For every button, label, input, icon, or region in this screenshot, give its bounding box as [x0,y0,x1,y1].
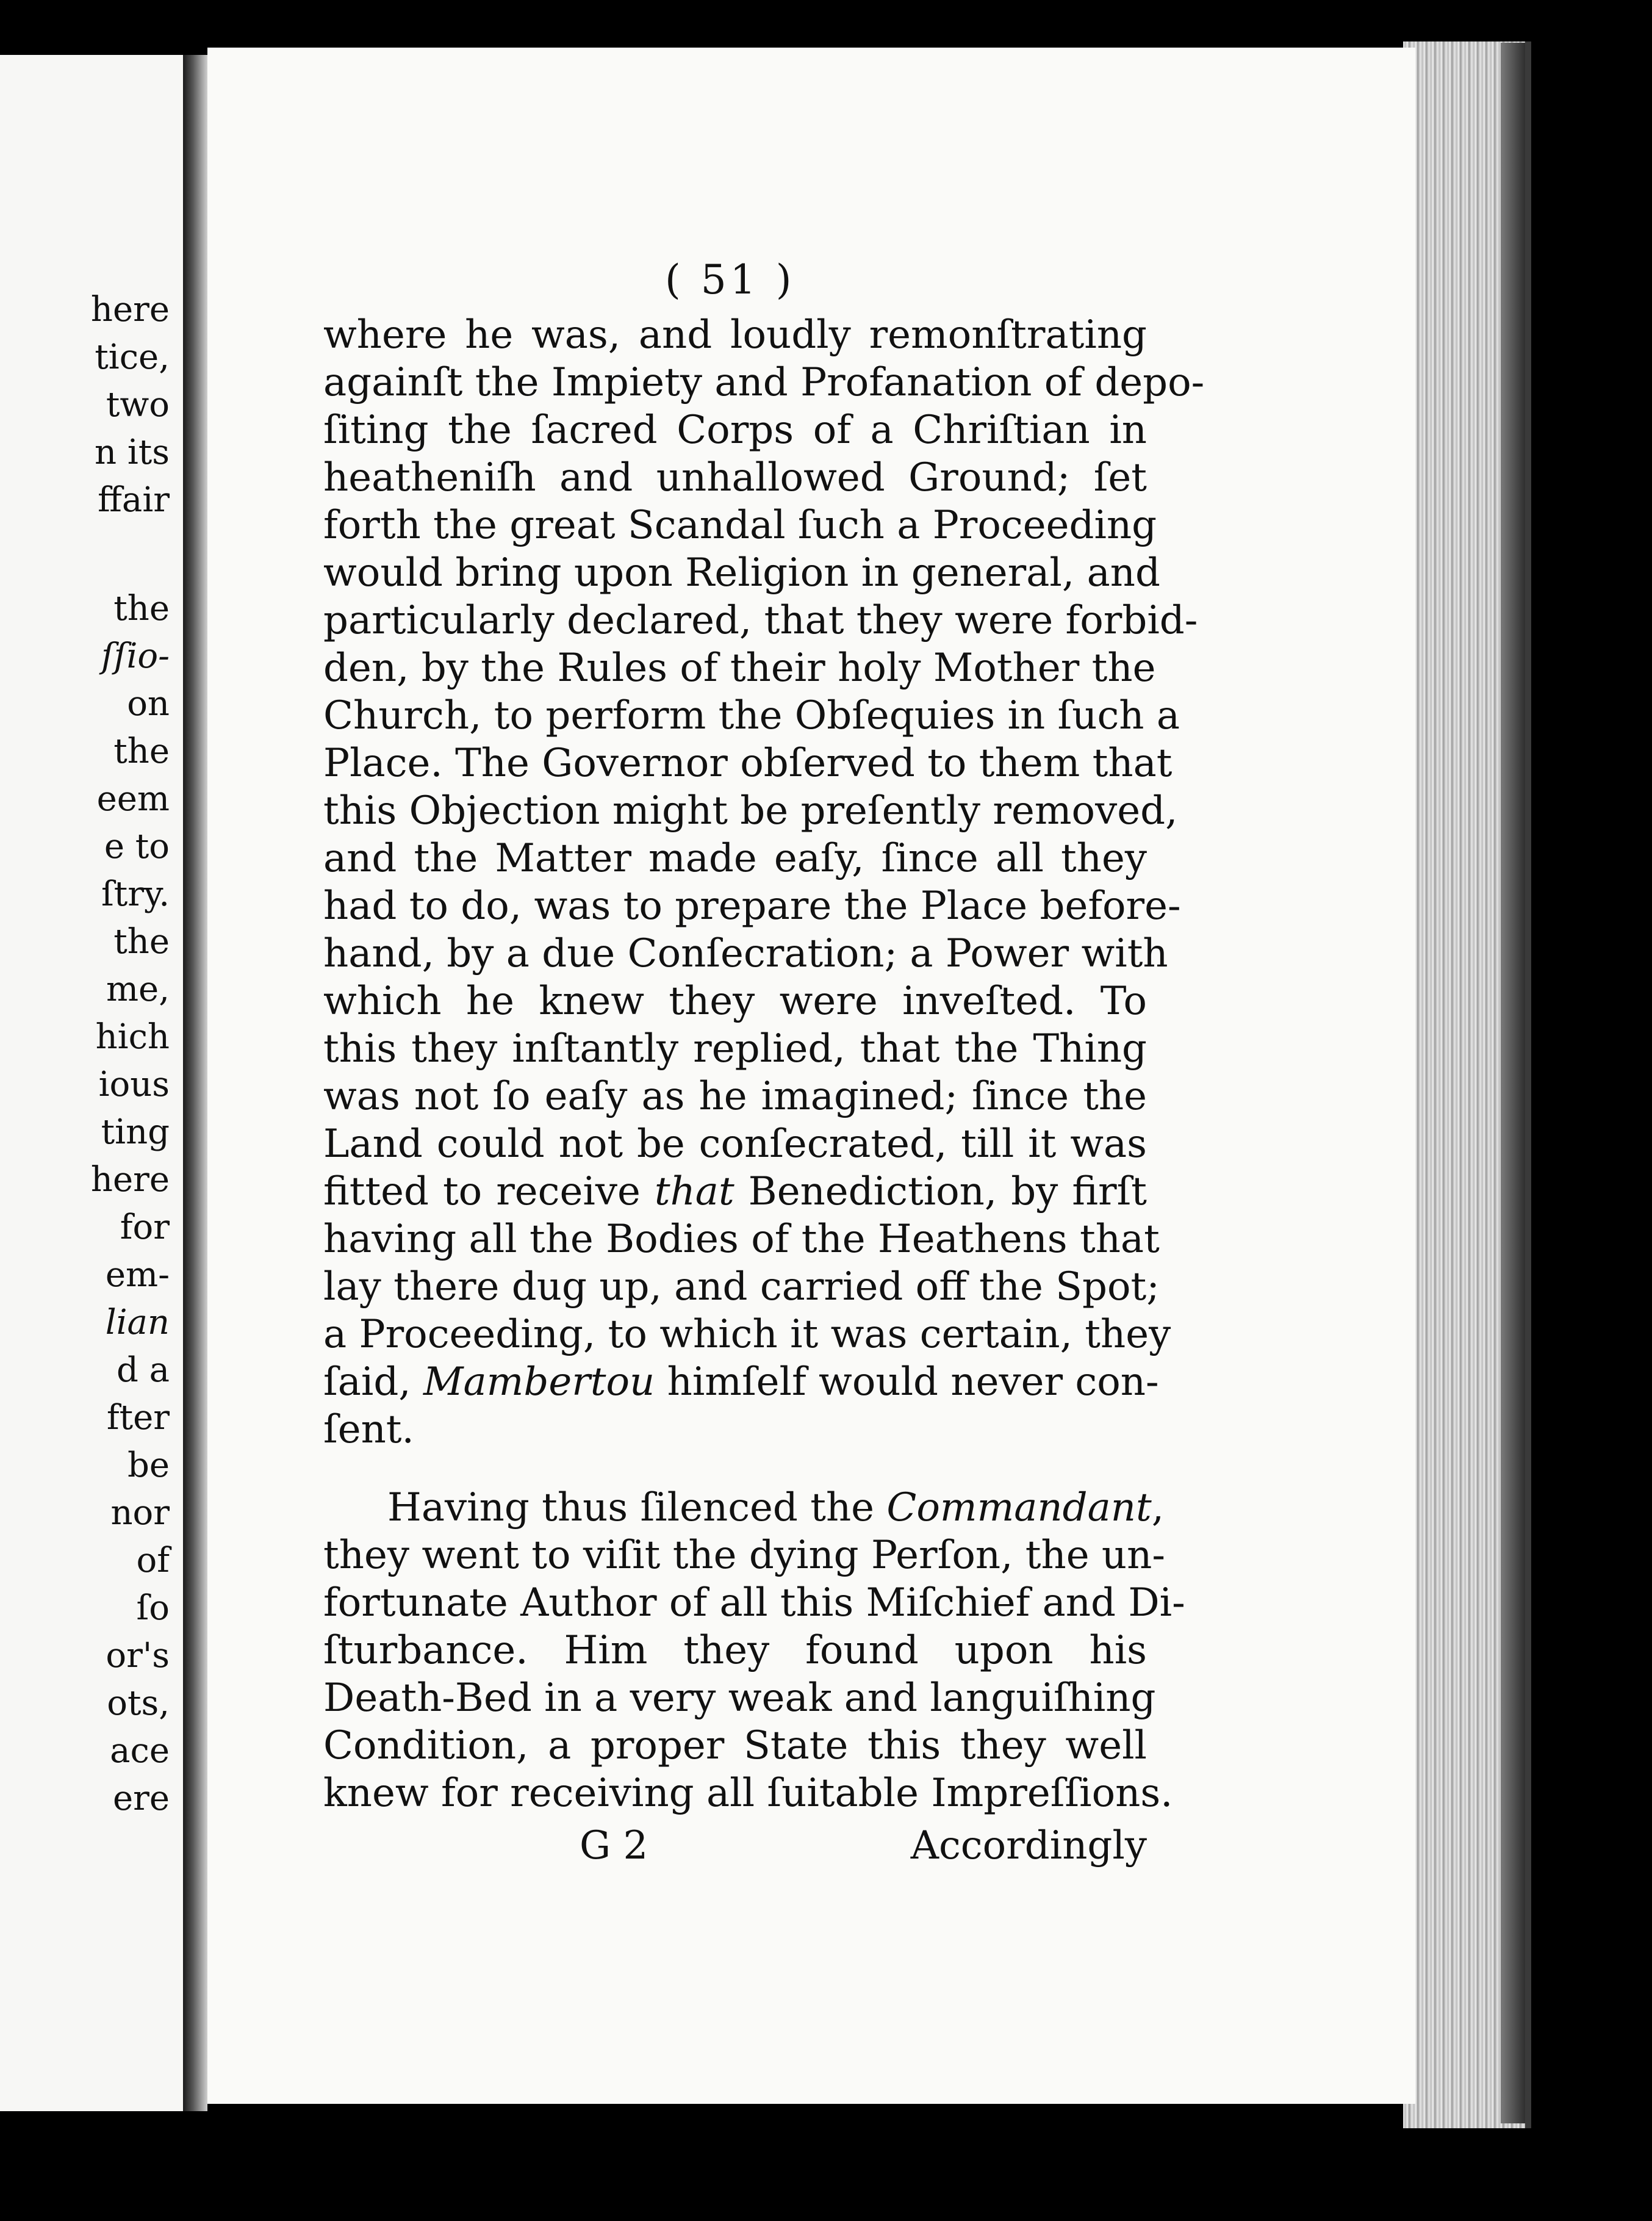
facing-page-fragment: em- [105,1255,170,1295]
facing-page-fragment: me, [106,970,170,1009]
paragraph-gap [323,1453,1147,1484]
text-line: a Proceeding, to which it was certain, they [323,1312,1171,1357]
text-run: himſelf would never con- [655,1359,1159,1405]
facing-page-fragment: ace [110,1731,170,1771]
text-line: Place. The Governor obſerved to them that [323,741,1173,786]
text-line: ſturbance. Him they found upon his [323,1628,1147,1673]
text-run: , [1151,1485,1165,1530]
text-line [323,1358,1159,1406]
text-line: Condition, a proper State this they well [323,1723,1147,1768]
facing-page-fragment: two [106,385,170,425]
text-line: which he knew they were inveſted. To [323,979,1147,1024]
facing-page-fragment: ffair [98,480,170,520]
text-line [323,1484,1165,1532]
text-line: having all the Bodies of the Heathens that [323,1217,1160,1262]
text-line: fortunate Author of all this Miſchief and Di- [323,1580,1185,1625]
text-run: ſaid, [323,1359,423,1405]
facing-page-fragment: the [113,922,170,962]
text-line: heatheniſh and unhallowed Ground; ſet [323,455,1147,500]
text-line: was not ſo eaſy as he imagined; ſince the [323,1074,1147,1119]
paragraph-1 [323,311,1205,1453]
text-line: this they inſtantly replied, that the Thing [323,1026,1147,1071]
facing-page-fragment: the [113,589,170,628]
text-line: knew for receiving all ſuitable Impreſſions. [323,1771,1173,1816]
text-run: Benediction, by firſt [734,1169,1147,1214]
text-line: Church, to perform the Obſequies in ſuch a [323,693,1180,738]
facing-page-fragment: hich [95,1017,170,1057]
facing-page-fragment: n its [94,433,170,472]
text-line: Land could not be conſecrated, till it was [323,1121,1147,1167]
text-line: den, by the Rules of their holy Mother the [323,646,1156,691]
text-line: where he was, and loudly remonſtrating [323,312,1147,358]
facing-page-fragment: d a [116,1350,170,1390]
text-line: would bring upon Religion in general, and [323,550,1160,596]
facing-page-fragment: ots, [107,1683,170,1723]
facing-page-fragment: ere [112,1779,170,1818]
italic-text-run: Mambertou [423,1359,655,1405]
italic-text-run: that [654,1169,734,1214]
facing-page [0,55,187,2111]
text-line: they went to viſit the dying Perſon, the un- [323,1533,1165,1578]
facing-page-fragment: fter [106,1398,170,1438]
catchword: Accordingly [910,1823,1147,1868]
text-line: againſt the Impiety and Profanation of depo- [323,360,1205,405]
text-run: Having thus ſilenced the [387,1485,887,1530]
book-gutter [183,55,207,2111]
text-line: Death-Bed in a very weak and languiſhing [323,1676,1156,1721]
text-run: fitted to receive [323,1169,655,1214]
text-line: this Objection might be preſently removed, [323,788,1178,833]
text-line [323,1168,1147,1215]
text-line: forth the great Scandal ſuch a Proceeding [323,503,1157,548]
facing-page-fragment: e to [104,827,170,866]
signature-mark: G 2 [580,1823,648,1868]
facing-page-fragment: eem [96,779,170,819]
page-number: ( 51 ) [665,256,795,303]
italic-text-run: Commandant [886,1485,1152,1530]
facing-page-fragment: tice, [95,337,170,377]
facing-page-fragment: for [120,1208,170,1247]
facing-page-fragment: here [90,290,170,329]
facing-page-fragment: here [90,1160,170,1200]
facing-page-fragment: on [127,684,170,724]
footer-line [323,1822,1147,1870]
facing-page-fragment: the [113,732,170,771]
text-line: lay there dug up, and carried off the Spot; [323,1264,1160,1309]
facing-page-fragment: ſſio- [101,636,170,676]
facing-page-fragment: ſo [136,1588,170,1628]
facing-page-fragment: ious [98,1065,170,1104]
text-line: hand, by a due Conſecration; a Power with [323,931,1168,976]
facing-page-fragment: nor [110,1493,170,1533]
text-line: ſiting the ſacred Corps of a Chriſtian in [323,408,1147,453]
facing-page-fragment: of [136,1541,170,1580]
text-line: particularly declared, that they were forbid- [323,598,1198,643]
facing-page-fragment: lian [105,1303,170,1342]
facing-page-fragment: ſtry. [101,874,170,914]
text-line: had to do, was to prepare the Place before- [323,884,1181,929]
facing-page-fragment: be [127,1445,170,1485]
text-line: ſent. [323,1407,414,1452]
text-line: and the Matter made eaſy, ſince all they [323,836,1147,881]
body-text [323,311,1205,1870]
facing-page-fragment: ting [101,1112,170,1152]
book-cover-edge [1501,43,1525,2123]
facing-page-fragment: or's [106,1636,170,1676]
paragraph-2 [323,1484,1185,1817]
